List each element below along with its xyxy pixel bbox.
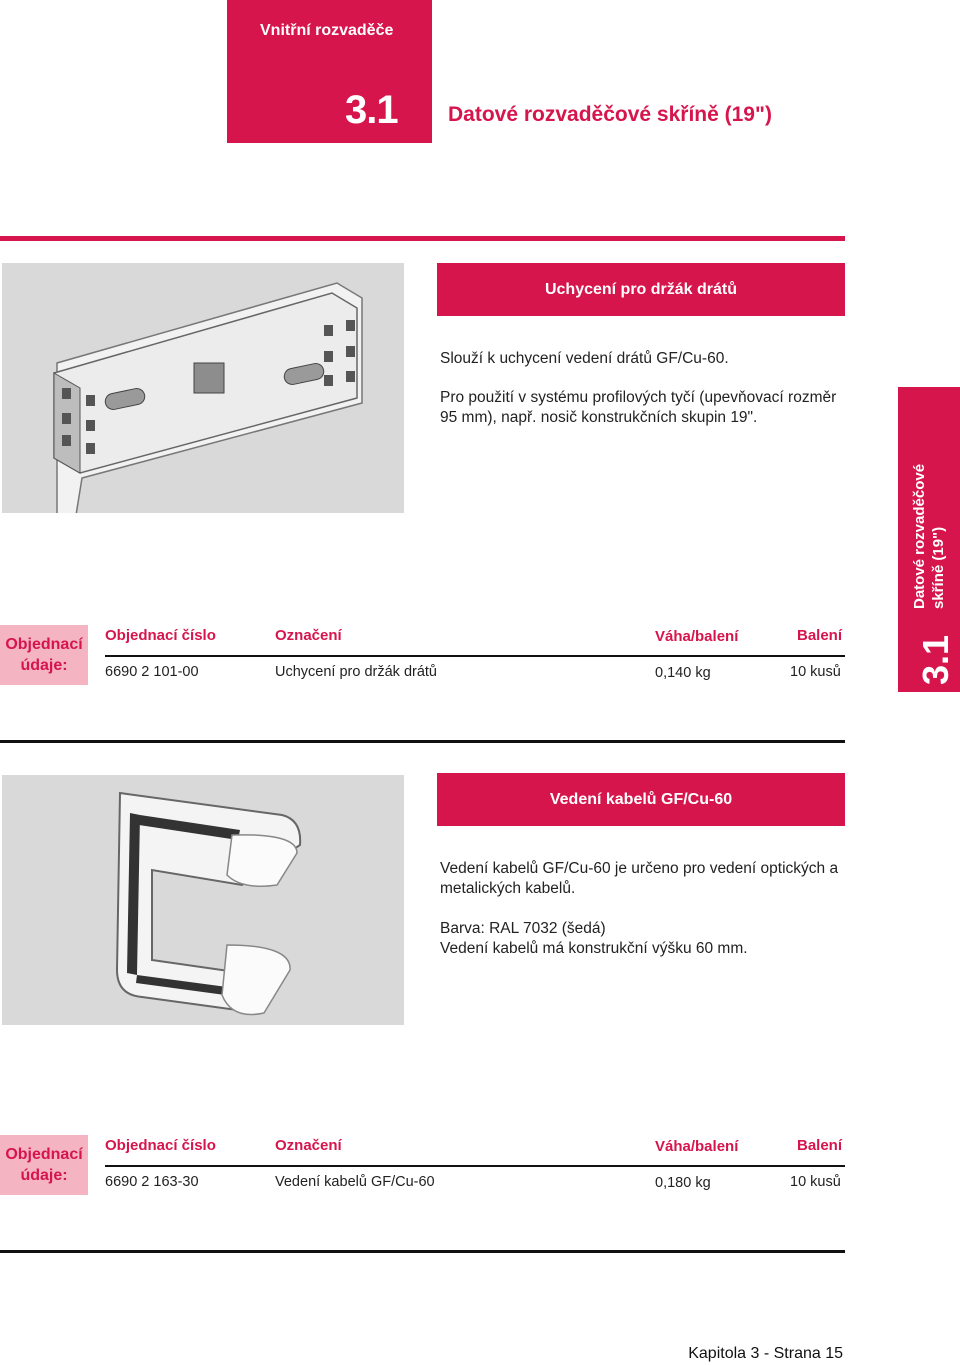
cell-packaging: 10 kusů [790,664,841,680]
header-divider [0,236,845,241]
wire-holder-illustration [2,263,404,513]
col-header-order-number: Objednací číslo [105,1137,216,1154]
table-rule [105,655,845,657]
cell-weight: 0,140 kg [655,665,711,681]
description-paragraph: Pro použití v systému profilových tyčí (upevňovací rozměr 95 mm), např. nosič konstrukčních skupin 19". [440,389,837,426]
description-paragraph: Vedení kabelů má konstrukční výšku 60 mm. [440,940,748,957]
cable-guide-illustration [2,775,404,1025]
cell-order-number: 6690 2 101-00 [105,664,199,680]
page-footer: Kapitola 3 - Strana 15 [688,1345,843,1362]
product-description-wire-holder [440,349,845,447]
section-number: 3.1 [345,88,398,132]
col-header-designation: Označení [275,1137,342,1154]
order-info-label: Objednací údaje: [0,1135,88,1195]
page-title: Datové rozvaděčové skříně (19") [448,103,772,126]
cell-designation: Uchycení pro držák drátů [275,664,437,680]
product-title-cable-guide: Vedení kabelů GF/Cu-60 [437,773,845,826]
product-description-cable-guide [440,859,845,978]
description-paragraph: Slouží k uchycení vedení drátů GF/Cu-60. [440,350,729,367]
cell-weight: 0,180 kg [655,1175,711,1191]
side-tab-line1: Datové rozvaděčové [911,463,928,609]
description-paragraph: Barva: RAL 7032 (šedá) [440,920,606,937]
product-title-wire-holder: Uchycení pro držák drátů [437,263,845,316]
product-photo-wire-holder [2,263,404,513]
col-header-packaging: Balení [797,1137,843,1154]
product-photo-cable-guide [2,775,404,1025]
side-tab-number: 3.1 [915,634,956,685]
cell-order-number: 6690 2 163-30 [105,1174,199,1190]
header-category: Vnitřní rozvaděče [260,22,394,39]
section-divider [0,740,845,743]
table-rule [105,1165,845,1167]
side-tab-line2: skříně (19") [930,526,947,609]
order-info-label: Objednací údaje: [0,625,88,685]
col-header-weight: Váha/balení [655,628,739,645]
col-header-designation: Označení [275,627,342,644]
cell-packaging: 10 kusů [790,1174,841,1190]
col-header-packaging: Balení [797,627,843,644]
cell-designation: Vedení kabelů GF/Cu-60 [275,1174,435,1190]
description-paragraph: Vedení kabelů GF/Cu-60 je určeno pro vedení optických a metalických kabelů. [440,860,839,897]
section-divider [0,1250,845,1253]
col-header-order-number: Objednací číslo [105,627,216,644]
side-chapter-label [898,387,960,692]
col-header-weight: Váha/balení [655,1138,739,1155]
